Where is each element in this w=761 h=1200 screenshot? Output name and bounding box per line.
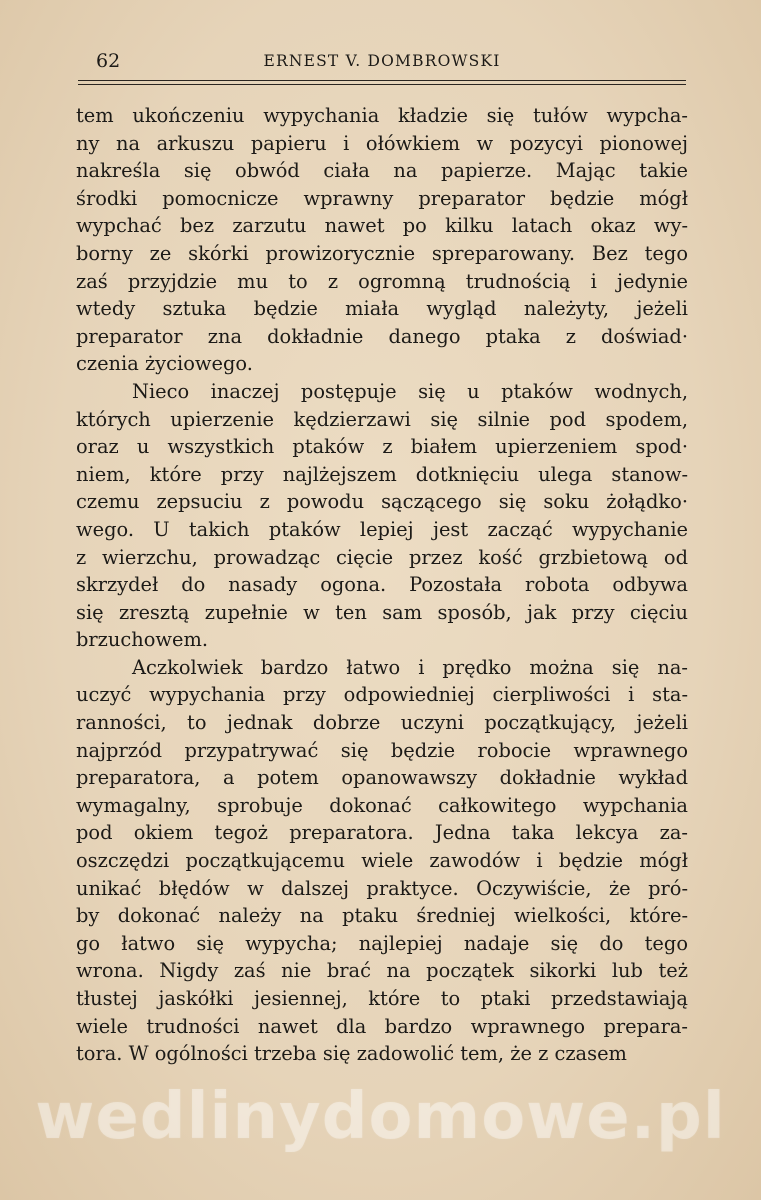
text-line: nakreśla się obwód ciała na papierze. Mając takie bbox=[76, 159, 688, 183]
text-line: tora. W ogólności trzeba się zadowolić tem, że z czasem bbox=[76, 1042, 627, 1066]
text-line: których upierzenie kędzierzawi się silnie pod spodem, bbox=[76, 407, 688, 431]
text-line: preparatora, a potem opanowawszy dokładnie wykład bbox=[76, 766, 688, 790]
header-rule-bottom bbox=[78, 84, 686, 85]
text-line: Aczkolwiek bardzo łatwo i prędko można się na- bbox=[132, 655, 688, 679]
text-line: oraz u wszystkich ptaków z białem upierzeniem spod· bbox=[76, 435, 688, 459]
text-line: wtedy sztuka będzie miała wygląd należyty, jeżeli bbox=[76, 297, 688, 321]
text-line: borny ze skórki prowizorycznie spreparowany. Bez tego bbox=[76, 241, 688, 265]
text-line: tłustej jaskółki jesiennej, które to ptaki przedstawiają bbox=[76, 987, 688, 1010]
text-line: wypchać bez zarzutu nawet po kilku latach okaz wy- bbox=[76, 214, 688, 238]
text-line: czenia życiowego. bbox=[76, 352, 253, 376]
text-line: z wierzchu, prowadząc cięcie przez kość grzbietową od bbox=[76, 545, 688, 569]
text-line: wego. U takich ptaków lepiej jest zacząć wypychanie bbox=[76, 517, 688, 541]
text-line: się zresztą zupełnie w ten sam sposób, jak przy cięciu bbox=[76, 600, 688, 624]
body-text bbox=[76, 102, 688, 1068]
text-line: brzuchowem. bbox=[76, 628, 209, 652]
text-line: ranności, to jednak dobrze uczyni początkujący, jeżeli bbox=[76, 711, 688, 735]
text-line: środki pomocnicze wprawny preparator będzie mógł bbox=[76, 186, 688, 210]
text-line: pod okiem tegoż preparatora. Jedna taka lekcya za- bbox=[76, 821, 688, 845]
page-header bbox=[78, 46, 686, 76]
text-line: go łatwo się wypycha; najlepiej nadaje się do tego bbox=[76, 931, 688, 955]
page-number: 62 bbox=[96, 50, 121, 72]
text-line: czemu zepsuciu z powodu sączącego się soku żołądko· bbox=[76, 490, 688, 514]
text-line: by dokonać należy na ptaku średniej wielkości, które- bbox=[76, 904, 688, 928]
text-line: Nieco inaczej postępuje się u ptaków wodnych, bbox=[132, 379, 688, 403]
text-line: preparator zna dokładnie danego ptaka z doświad· bbox=[76, 324, 688, 348]
text-line: wiele trudności nawet dla bardzo wprawnego prepara- bbox=[76, 1014, 688, 1038]
text-line: oszczędzi początkującemu wiele zawodów i będzie mógł bbox=[76, 849, 688, 873]
text-line: skrzydeł do nasady ogona. Pozostała robota odbywa bbox=[76, 573, 688, 597]
text-line: tem ukończeniu wypychania kładzie się tułów wypcha- bbox=[76, 104, 688, 127]
text-line: unikać błędów w dalszej praktyce. Oczywiście, że pró- bbox=[76, 876, 688, 900]
text-line: zaś przyjdzie mu to z ogromną trudnością i jedynie bbox=[76, 269, 688, 293]
watermark: wedlinydomowe.pl bbox=[35, 1080, 726, 1154]
running-head: ERNEST V. DOMBROWSKI bbox=[263, 52, 501, 70]
text-line: najprzód przypatrywać się będzie robocie wprawnego bbox=[76, 738, 688, 762]
text-line: wrona. Nigdy zaś nie brać na początek sikorki lub też bbox=[76, 959, 688, 983]
header-rule-top bbox=[78, 80, 686, 81]
text-line: niem, które przy najlżejszem dotknięciu ulega stanow- bbox=[76, 462, 688, 486]
text-line: uczyć wypychania przy odpowiedniej cierpliwości i sta- bbox=[76, 683, 688, 707]
text-line: wymagalny, sprobuje dokonać całkowitego wypchania bbox=[76, 793, 688, 817]
text-line: ny na arkuszu papieru i ołówkiem w pozycyi pionowej bbox=[76, 131, 688, 155]
